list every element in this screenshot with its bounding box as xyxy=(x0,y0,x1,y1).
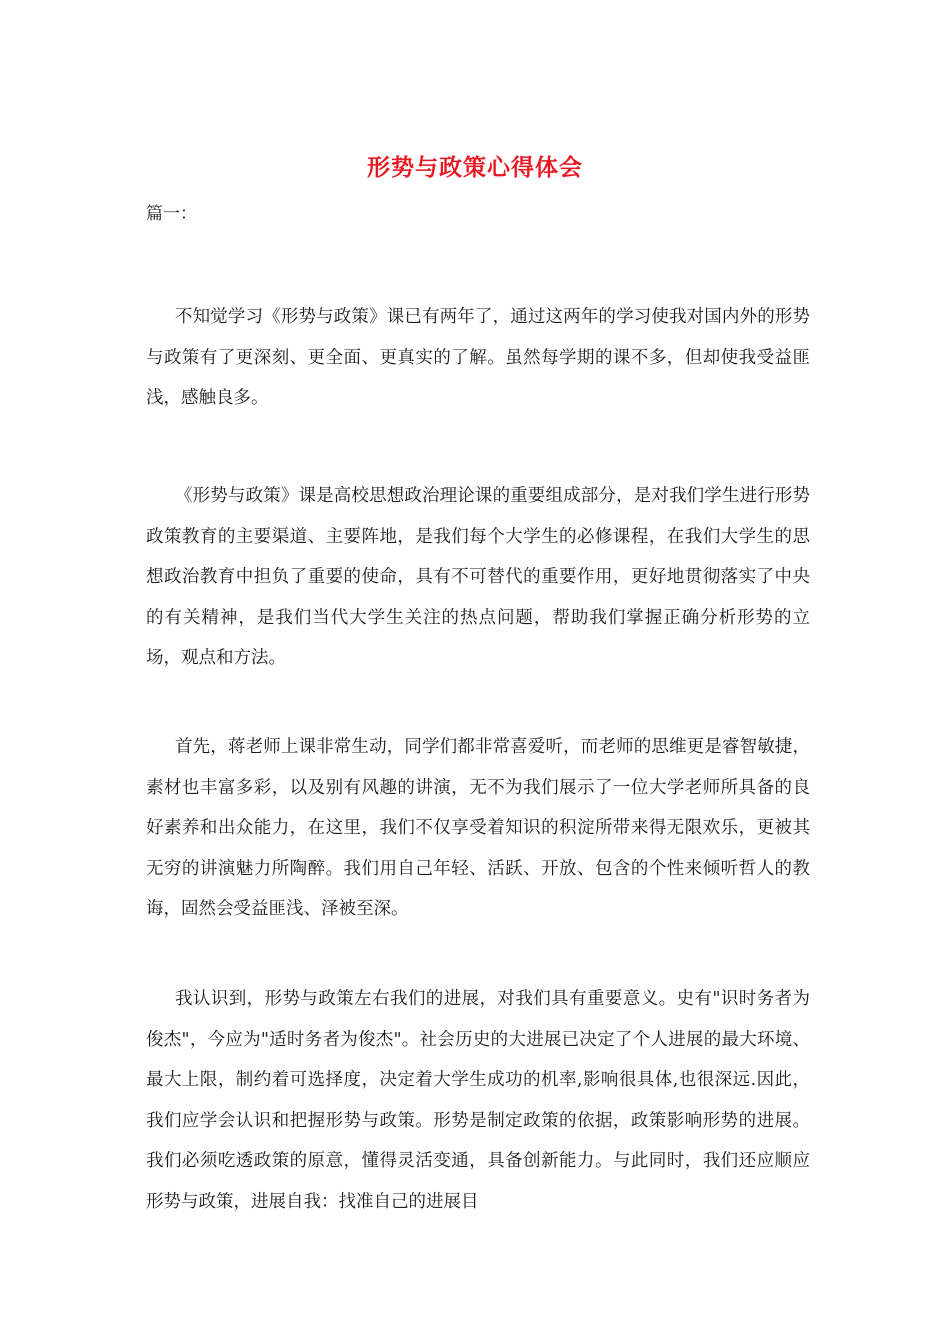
section-label: 篇一： xyxy=(146,204,197,224)
paragraph-1: 不知觉学习《形势与政策》课已有两年了，通过这两年的学习使我对国内外的形势与政策有了更深刻、更全面、更真实的了解。虽然每学期的课不多，但却使我受益匪浅，感触良多。 xyxy=(146,307,810,408)
paragraph-4: 我认识到，形势与政策左右我们的进展，对我们具有重要意义。史有"识时务者为俊杰"，今应为"适时务者为俊杰"。社会历史的大进展已决定了个人进展的最大环境、最大上限，制约着可选择度，决定着大学生成功的机率,影响很具体,也很深远.因此，我们应学会认识和把握形势与政策。形势是制定政策的依据，政策影响形势的进展。我们必须吃透政策的原意，懂得灵活变通，具备创新能力。与此同时，我们还应顺应形势与政策，进展自我：找准自己的进展目 xyxy=(146,989,810,1212)
paragraph-2: 《形势与政策》课是高校思想政治理论课的重要组成部分，是对我们学生进行形势政策教育的主要渠道、主要阵地，是我们每个大学生的必修课程，在我们大学生的思想政治教育中担负了重要的使命，具有不可替代的重要作用，更好地贯彻落实了中央的有关精神，是我们当代大学生关注的热点问题，帮助我们掌握正确分析形势的立场，观点和方法。 xyxy=(146,486,810,668)
paragraph-3: 首先，蒋老师上课非常生动，同学们都非常喜爱听，而老师的思维更是睿智敏捷，素材也丰富多彩，以及别有风趣的讲演，无不为我们展示了一位大学老师所具备的良好素养和出众能力，在这里，我们不仅享受着知识的积淀所带来得无限欢乐，更被其无穷的讲演魅力所陶醉。我们用自己年轻、活跃、开放、包含的个性来倾听哲人的教诲，固然会受益匪浅、泽被至深。 xyxy=(146,737,810,919)
document-title: 形势与政策心得体会 xyxy=(367,154,583,181)
